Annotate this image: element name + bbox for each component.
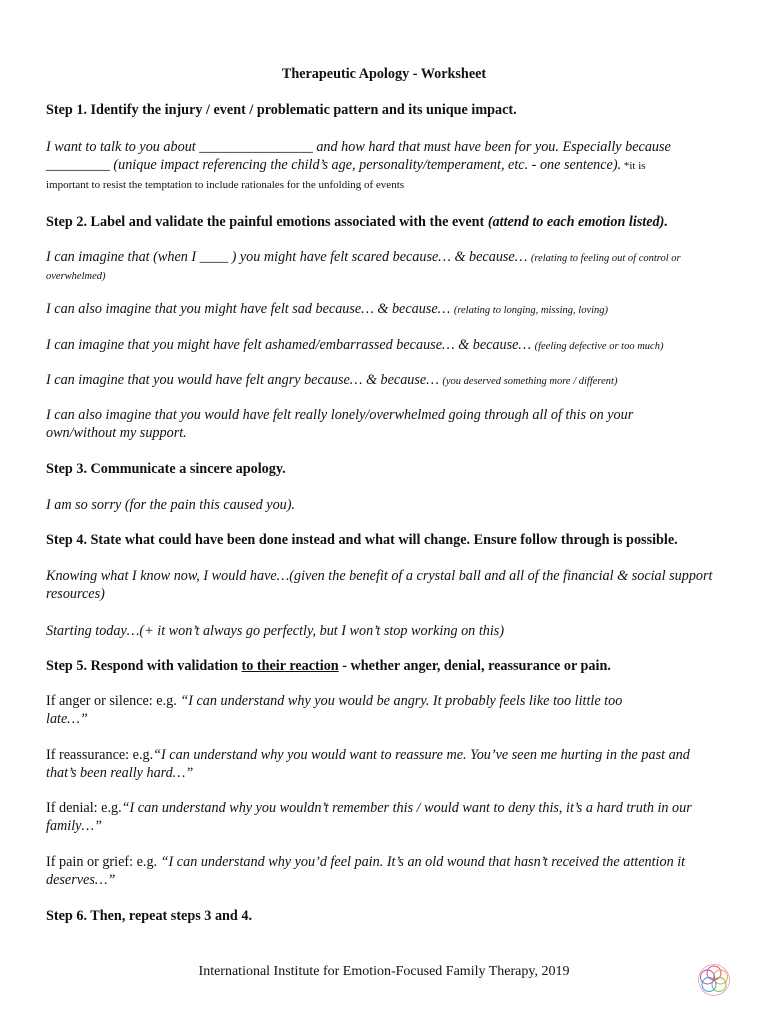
step2-item-note: (you deserved something more / different) <box>442 376 618 387</box>
step1-line2-text: _________ (unique impact referencing the child’s age, personality/temperament, etc. - one sentence). <box>46 157 622 173</box>
step3-heading: Step 3. Communicate a sincere apology. <box>46 461 286 477</box>
step5-item <box>46 799 718 835</box>
step5-item-label: If denial: e.g. <box>46 800 122 816</box>
step5-item-quote: “I can understand why you wouldn’t remember this / would want to deny this, it’s a hard truth in our family…” <box>46 800 692 834</box>
step1-line1: I want to talk to you about ________________ and how hard that must have been for you. Especially because <box>46 139 671 155</box>
step2-item <box>46 249 726 285</box>
step2-item: I can also imagine that you would have felt really lonely/overwhelmed going through all of this on your own/without my support. <box>46 407 634 441</box>
step2-item-note: (relating to feeling out of control or overwhelmed) <box>46 253 681 282</box>
step4-text1: Knowing what I know now, I would have…(given the benefit of a crystal ball and all of the financial & social support resources) <box>46 568 713 602</box>
step5-item-quote: “I can understand why you would want to reassure me. You’ve seen me hurting in the past and that’s been really hard…” <box>46 747 690 781</box>
step2-heading-italic: (attend to each emotion listed). <box>487 214 668 230</box>
step2-heading <box>46 213 726 231</box>
step1-note: important to resist the temptation to include rationales for the unfolding of events <box>46 179 405 191</box>
step5-item-label: If anger or silence: e.g. <box>46 693 181 709</box>
step1-note-start: *it is <box>621 160 646 172</box>
step5-item-label: If pain or grief: e.g. <box>46 854 161 870</box>
step5-item <box>46 746 716 782</box>
step2-item-text: I can also imagine that you might have felt sad because… & because… <box>46 301 454 317</box>
step1-line2 <box>46 156 726 175</box>
step2-item-text: I can imagine that (when I ____ ) you might have felt scared because… & because… <box>46 249 531 265</box>
step2-item-note: (relating to longing, missing, loving) <box>453 305 609 316</box>
step2-item <box>46 336 746 356</box>
step5-item <box>46 692 646 728</box>
page-title: Therapeutic Apology - Worksheet <box>281 66 487 82</box>
step5-heading-underline: to their reaction <box>241 658 339 674</box>
step1-body <box>46 138 726 194</box>
step5-heading-b: - whether anger, denial, reassurance or pain. <box>338 658 611 674</box>
step2-item-text: I can imagine that you would have felt angry because… & because… <box>46 372 443 388</box>
step1-heading: Step 1. Identify the injury / event / problematic pattern and its unique impact. <box>46 102 517 118</box>
step5-item-quote: “I can understand why you’d feel pain. It’s an old wound that hasn’t received the attention it deserves…” <box>46 854 686 888</box>
step4-text2: Starting today…(+ it won’t always go perfectly, but I won’t stop working on this) <box>46 623 505 639</box>
step2-item <box>46 300 726 320</box>
step5-item-label: If reassurance: e.g. <box>46 747 154 763</box>
step6-heading: Step 6. Then, repeat steps 3 and 4. <box>46 908 253 924</box>
step2-item <box>46 371 726 391</box>
colorful-flower-logo-icon <box>697 963 731 997</box>
step5-item-quote: “I can understand why you would be angry. It probably feels like too little too late…” <box>46 693 623 727</box>
step2-item-text: I can imagine that you might have felt ashamed/embarrassed because… & because… <box>46 337 535 353</box>
step5-heading <box>46 657 746 675</box>
step2-heading-main: Step 2. Label and validate the painful emotions associated with the event <box>46 214 488 230</box>
step2-item-note: (feeling defective or too much) <box>534 341 664 352</box>
step5-heading-a: Step 5. Respond with validation <box>46 658 242 674</box>
step3-text: I am so sorry (for the pain this caused you). <box>46 497 296 513</box>
step5-item <box>46 853 726 889</box>
footer-credit: International Institute for Emotion-Focused Family Therapy, 2019 <box>198 964 570 979</box>
step4-heading: Step 4. State what could have been done instead and what will change. Ensure follow through is possible. <box>46 532 678 548</box>
